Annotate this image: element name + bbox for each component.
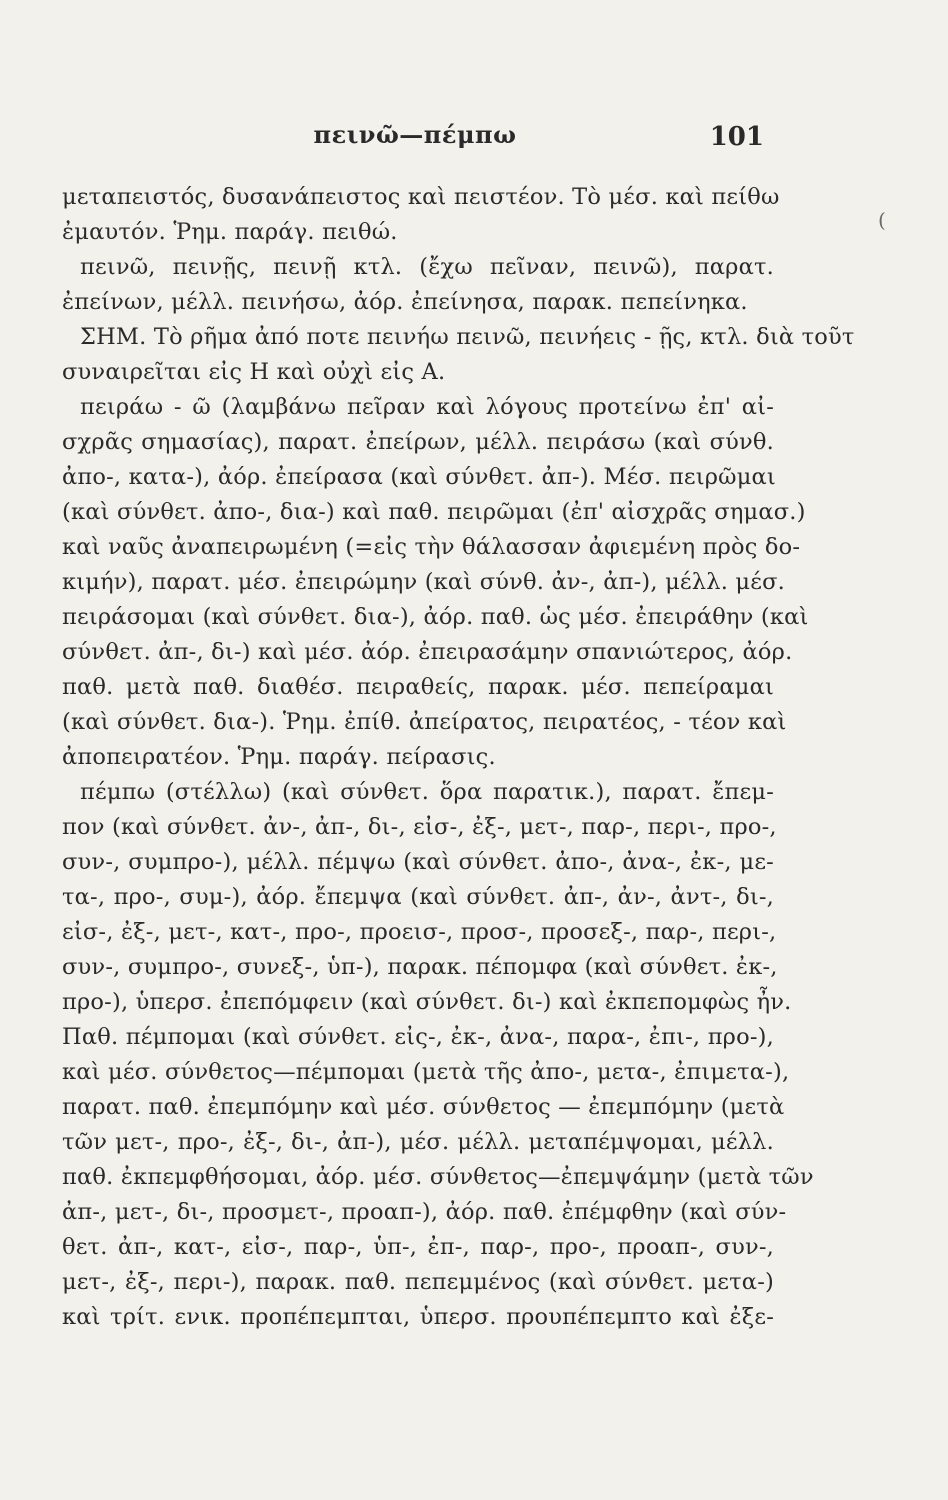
dictionary-text [62, 180, 855, 1335]
margin-mark: ( [878, 208, 886, 232]
text-line: συν-, συμπρο-), μέλλ. πέμψω (καὶ σύνθετ. ἀπο-, ἀνα-, ἐκ-, με- [62, 849, 774, 875]
text-line: (καὶ σύνθετ. ἀπο-, δια-) καὶ παθ. πειρῶμαι (ἐπ' αἰσχρᾶς σημασ.) [62, 499, 806, 525]
text-line: Παθ. πέμπομαι (καὶ σύνθετ. εἰς-, ἐκ-, ἀνα-, παρα-, ἐπι-, προ-), [62, 1024, 774, 1050]
text-line: παθ. μετὰ παθ. διαθέσ. πειραθείς, παρακ. μέσ. πεπείραμαι [62, 674, 774, 700]
text-line: μετ-, ἐξ-, περι-), παρακ. παθ. πεπεμμένος (καὶ σύνθετ. μετα-) [62, 1269, 774, 1295]
text-line: τῶν μετ-, προ-, ἐξ-, δι-, ἀπ-), μέσ. μέλλ. μεταπέμψομαι, μέλλ. [62, 1129, 774, 1155]
text-line: σύνθετ. ἀπ-, δι-) καὶ μέσ. ἀόρ. ἐπειρασάμην σπανιώτερος, ἀόρ. [62, 639, 793, 665]
text-line: ἀποπειρατέον. Ῥημ. παράγ. πείρασις. [62, 744, 496, 770]
text-line: κιμήν), παρατ. μέσ. ἐπειρώμην (καὶ σύνθ. ἀν-, ἀπ-), μέλλ. μέσ. [62, 569, 786, 595]
text-line: τα-, προ-, συμ-), ἀόρ. ἔπεμψα (καὶ σύνθετ. ἀπ-, ἀν-, ἀντ-, δι-, [62, 884, 774, 910]
text-line: καὶ ναῦς ἀναπειρωμένη (=εἰς τὴν θάλασσαν ἀφιεμένη πρὸς δο- [62, 534, 801, 560]
text-line: καὶ μέσ. σύνθετος—πέμπομαι (μετὰ τῆς ἀπο-, μετα-, ἐπιμετα-), [62, 1059, 790, 1085]
entry-headword-line: πεινῶ, πεινῇς, πεινῇ κτλ. (ἔχω πεῖναν, πεινῶ), παρατ. [80, 254, 774, 280]
entry-headword-line: πέμπω (στέλλω) (καὶ σύνθετ. ὅρα παρατικ.), παρατ. ἔπεμ- [80, 779, 774, 805]
text-line: σχρᾶς σημασίας), παρατ. ἐπείρων, μέλλ. πειράσω (καὶ σύνθ. [62, 429, 774, 455]
text-line: ἀπ-, μετ-, δι-, προσμετ-, προαπ-), ἀόρ. παθ. ἐπέμφθην (καὶ σύν- [62, 1199, 787, 1225]
text-line: συν-, συμπρο-, συνεξ-, ὑπ-), παρακ. πέπομφα (καὶ σύνθετ. ἐκ-, [62, 954, 778, 980]
text-line: εἰσ-, ἐξ-, μετ-, κατ-, προ-, προεισ-, προσ-, προσεξ-, παρ-, περι-, [62, 919, 777, 945]
running-title: πεινῶ—πέμπω [313, 120, 517, 149]
text-line: ἐπείνων, μέλλ. πεινήσω, ἀόρ. ἐπείνησα, παρακ. πεπείνηκα. [62, 289, 748, 315]
text-line: καὶ τρίτ. ενικ. προπέπεμπται, ὑπερσ. προυπέπεμπτο καὶ ἐξε- [62, 1304, 774, 1330]
page-number: 101 [709, 122, 764, 152]
text-line: παρατ. παθ. ἐπεμπόμην καὶ μέσ. σύνθετος — ἐπεμπόμην (μετὰ [62, 1094, 785, 1120]
text-line: μεταπειστός, δυσανάπειστος καὶ πειστέον. Τὸ μέσ. καὶ πείθω [62, 184, 780, 210]
text-line: θετ. ἀπ-, κατ-, εἰσ-, παρ-, ὑπ-, ἐπ-, παρ-, προ-, προαπ-, συν-, [62, 1234, 774, 1260]
text-line: πειράσομαι (καὶ σύνθετ. δια-), ἀόρ. παθ. ὡς μέσ. ἐπειράθην (καὶ [62, 604, 809, 630]
text-line: ἐμαυτόν. Ῥημ. παράγ. πειθώ. [62, 219, 398, 245]
text-line: παθ. ἐκπεμφθήσομαι, ἀόρ. μέσ. σύνθετος—ἐπεμψάμην (μετὰ τῶν [62, 1164, 814, 1190]
text-line: πον (καὶ σύνθετ. ἀν-, ἀπ-, δι-, εἰσ-, ἐξ-, μετ-, παρ-, περι-, προ-, [62, 814, 777, 840]
text-line: ἀπο-, κατα-), ἀόρ. ἐπείρασα (καὶ σύνθετ. ἀπ-). Μέσ. πειρῶμαι [62, 464, 776, 490]
text-line: (καὶ σύνθετ. δια-). Ῥημ. ἐπίθ. ἀπείρατος, πειρατέος, - τέον καὶ [62, 709, 787, 735]
entry-headword-line: πειράω - ῶ (λαμβάνω πεῖραν καὶ λόγους προτείνω ἐπ' αἰ- [80, 394, 774, 420]
running-head [60, 120, 770, 154]
note-line: ΣΗΜ. Τὸ ρῆμα ἀπό ποτε πεινήω πεινῶ, πεινήεις - ῇς, κτλ. διὰ τοῦτ [80, 324, 855, 350]
text-line: συναιρεῖται εἰς Η καὶ οὐχὶ εἰς Α. [62, 359, 446, 385]
text-line: προ-), ὑπερσ. ἐπεπόμφειν (καὶ σύνθετ. δι-) καὶ ἐκπεπομφὼς ἦν. [62, 989, 792, 1015]
